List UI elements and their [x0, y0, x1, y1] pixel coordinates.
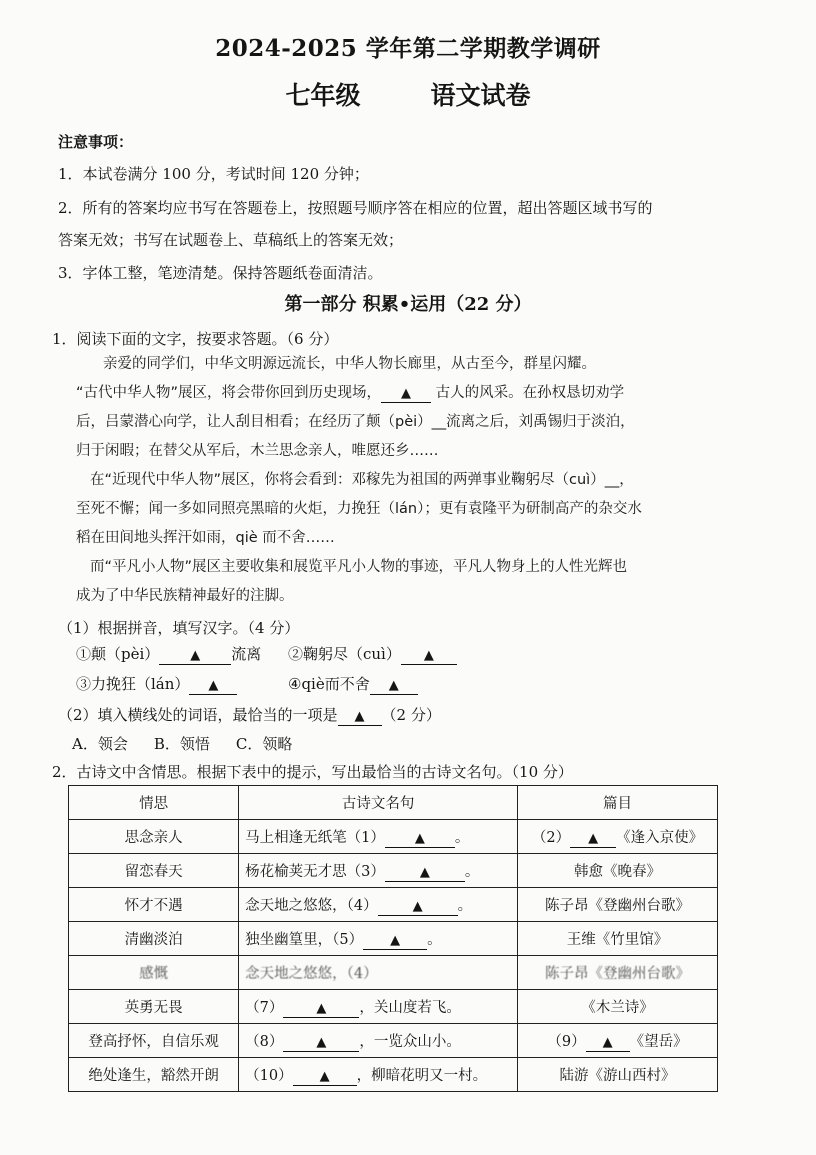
answer-mark: ▲	[414, 830, 425, 846]
title-cell	[518, 820, 718, 854]
verse-text: 马上相逢无纸笔（1）	[245, 829, 385, 846]
emotion-cell: 留恋春天	[69, 854, 239, 888]
verse-tail: ，柳暗花明又一村。	[356, 1067, 488, 1084]
passage-p3c: 稻在田间地头挥汗如雨，qiè 而不舍……	[76, 530, 335, 546]
blank-verse-3[interactable]	[385, 864, 465, 882]
verse-tail: ，关山度若飞。	[359, 999, 461, 1016]
col-header-title: 篇目	[518, 786, 718, 820]
passage-p2a	[76, 379, 624, 408]
blank-verse-1[interactable]	[385, 830, 455, 848]
table-row	[69, 854, 718, 888]
option-c: C．领略	[235, 735, 293, 753]
answer-mark: ▲	[319, 1068, 330, 1084]
verse-text: （7）	[245, 999, 284, 1016]
sub-question-2-tail: （2 分）	[381, 706, 441, 724]
verse-cell	[239, 820, 518, 854]
passage-p3b: 至死不懈；闻一多如同照亮黑暗的火炬，力挽狂（lán）；更有袁隆平为研制高产的杂交水	[76, 501, 642, 517]
exam-title: 2024-2025 学年第二学期教学调研	[215, 35, 601, 62]
fill-1d-label: ④qiè而不舍	[288, 675, 370, 693]
answer-mark: ▲	[412, 898, 423, 914]
passage-p2b: 后，吕蒙潜心向学，让人刮目相看；在经历了颠（pèi）__流离之后，刘禹锡归于淡泊，	[76, 414, 635, 430]
verse-tail: 。	[457, 897, 473, 914]
q2-stem: 2．古诗文中含情思。根据下表中的提示，写出最恰当的古诗文名句。（10 分）	[52, 763, 573, 781]
blank-1d[interactable]	[370, 676, 418, 695]
fill-1d	[288, 674, 418, 695]
verse-tail: 。	[454, 829, 470, 846]
passage-p4b: 成为了中华民族精神最好的注脚。	[76, 588, 294, 604]
blank-verse-8[interactable]	[283, 1034, 359, 1052]
verse-cell	[239, 1024, 518, 1058]
passage-p1: 亲爱的同学们，中华文明源远流长，中华人物长廊里，从古至今，群星闪耀。	[103, 356, 596, 372]
title-cell: 陆游《游山西村》	[518, 1058, 718, 1092]
verse-tail: ，一览众山小。	[359, 1033, 461, 1050]
passage-p2c: 归于闲暇；在替父从军后，木兰思念亲人，唯愿还乡……	[76, 443, 439, 459]
option-b: B．领悟	[153, 735, 210, 753]
title-prefix: （9）	[547, 1033, 586, 1050]
exam-subtitle	[0, 76, 816, 112]
poem-table	[68, 785, 718, 1092]
blank-word	[381, 385, 431, 403]
emotion-cell: 感慨	[69, 956, 239, 990]
passage-p2a-text: “古代中华人物”展区，将会带你回到历史现场，	[76, 385, 382, 401]
table-row	[69, 922, 718, 956]
title-text: 《望岳》	[629, 1033, 688, 1050]
answer-mark: ▲	[388, 678, 399, 693]
fill-1c-label: ③力挽狂（lán）	[76, 675, 190, 693]
answer-mark: ▲	[588, 830, 599, 846]
verse-text: 念天地之悠悠，（4）	[245, 897, 378, 914]
blank-verse-2[interactable]	[570, 830, 616, 848]
notice-item-3: 3．字体工整，笔迹清楚。保持答题纸卷面清洁。	[58, 264, 383, 282]
answer-mark: ▲	[401, 386, 412, 401]
verse-tail: 。	[427, 931, 442, 948]
options	[72, 734, 292, 754]
verse-text: 杨花榆荚无才思（3）	[245, 863, 385, 880]
verse-tail: 。	[464, 863, 480, 880]
verse-cell	[239, 922, 518, 956]
emotion-cell: 绝处逢生，豁然开朗	[69, 1058, 239, 1092]
verse-text: （8）	[245, 1033, 284, 1050]
blank-verse-10[interactable]	[293, 1068, 357, 1086]
blank-verse-4[interactable]	[378, 898, 458, 916]
verse-cell	[239, 990, 518, 1024]
fill-1b-label: ②鞠躬尽（cuì）	[288, 645, 401, 663]
answer-mark: ▲	[208, 678, 219, 693]
table-row	[69, 1058, 718, 1092]
fill-1c	[76, 674, 237, 695]
emotion-cell: 登高抒怀，自信乐观	[69, 1024, 239, 1058]
passage-p3a: 在“近现代中华人物”展区，你将会看到：邓稼先为祖国的两弹事业鞠躬尽（cuì）__，	[90, 472, 634, 488]
col-header-emotion: 情思	[69, 786, 239, 820]
passage-p4a: 而“平凡小人物”展区主要收集和展览平凡小人物的事迹，平凡人物身上的人性光辉也	[90, 559, 628, 575]
title-cell: 陈子昂《登幽州台歌》	[518, 888, 718, 922]
table-row	[69, 888, 718, 922]
table-row	[69, 990, 718, 1024]
fill-1a-tail: 流离	[231, 645, 262, 663]
emotion-cell: 怀才不遇	[69, 888, 239, 922]
verse-cell	[239, 854, 518, 888]
notice-item-1: 1．本试卷满分 100 分，考试时间 120 分钟；	[58, 165, 369, 183]
notice-heading: 注意事项：	[58, 133, 134, 151]
verse-cell	[239, 888, 518, 922]
answer-mark: ▲	[316, 1034, 327, 1050]
notice-item-2a: 2．所有的答案均应书写在答题卷上，按照题号顺序答在相应的位置，超出答题区域书写的	[58, 199, 653, 217]
answer-mark: ▲	[390, 932, 401, 948]
answer-mark: ▲	[190, 648, 201, 663]
answer-mark: ▲	[316, 1000, 327, 1016]
grade-label: 七年级	[285, 81, 361, 110]
sub-question-1: （1）根据拼音，填写汉字。（4 分）	[58, 619, 300, 637]
title-cell: 《木兰诗》	[518, 990, 718, 1024]
title-cell: 王维《竹里馆》	[518, 922, 718, 956]
title-cell: 陈子昂《登幽州台歌》	[518, 956, 718, 990]
fill-1a	[76, 644, 261, 665]
blank-2[interactable]	[338, 707, 382, 726]
emotion-cell: 英勇无畏	[69, 990, 239, 1024]
title-text: 《逢入京使》	[616, 829, 704, 846]
section-1-heading: 第一部分 积累•运用（22 分）	[284, 294, 532, 315]
sub-question-2-text: （2）填入横线处的词语，最恰当的一项是	[58, 706, 338, 724]
title-cell	[518, 1024, 718, 1058]
blank-verse-5[interactable]	[363, 932, 427, 950]
col-header-verse: 古诗文名句	[239, 786, 518, 820]
verse-text: （10）	[245, 1067, 293, 1084]
notice-item-2b: 答案无效；书写在试题卷上、草稿纸上的答案无效；	[58, 231, 404, 249]
passage-p2a-tail: 古人的风采。在孙权恳切劝学	[431, 385, 625, 401]
fill-1a-label: ①颠（pèi）	[76, 645, 160, 663]
blank-verse-9[interactable]	[586, 1034, 630, 1052]
answer-mark: ▲	[354, 709, 365, 724]
option-a: A．领会	[72, 735, 128, 753]
verse-text: 独坐幽篁里，（5）	[245, 931, 364, 948]
emotion-cell: 清幽淡泊	[69, 922, 239, 956]
blank-1b[interactable]	[401, 646, 457, 665]
table-row	[69, 820, 718, 854]
table-row	[69, 1024, 718, 1058]
subject-label: 语文试卷	[430, 81, 531, 110]
fill-1b	[288, 644, 457, 665]
q1-stem: 1．阅读下面的文字，按要求答题。（6 分）	[52, 330, 339, 348]
answer-mark: ▲	[423, 648, 434, 663]
answer-mark: ▲	[419, 864, 430, 880]
verse-cell	[239, 1058, 518, 1092]
sub-question-2	[58, 705, 441, 726]
verse-cell: 念天地之悠悠，（4）	[239, 956, 518, 990]
table-header-row	[69, 786, 718, 820]
emotion-cell: 思念亲人	[69, 820, 239, 854]
title-prefix: （2）	[531, 829, 571, 846]
blank-verse-7[interactable]	[283, 1000, 359, 1018]
blank-1c[interactable]	[189, 676, 237, 695]
title-cell: 韩愈《晚春》	[518, 854, 718, 888]
table-row	[69, 956, 718, 990]
answer-mark: ▲	[602, 1034, 613, 1050]
blank-1a[interactable]	[159, 646, 231, 665]
